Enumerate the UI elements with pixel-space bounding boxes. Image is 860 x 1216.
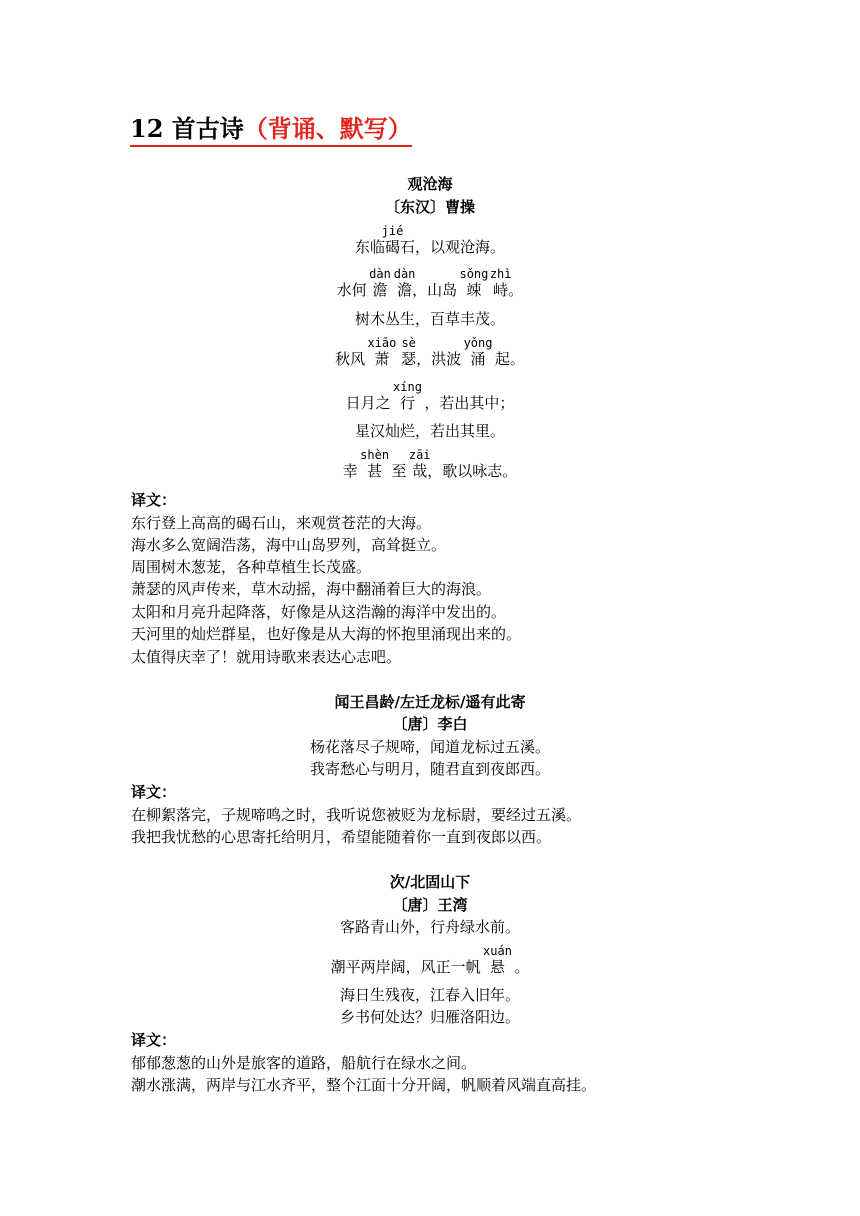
- poem-1-line-5: [0, 381, 860, 413]
- document-title: [130, 114, 412, 147]
- ruby-base: 悬: [483, 958, 512, 976]
- text-segment: ，若出其中；: [424, 394, 515, 412]
- poem-1-author: 〔东汉〕曹操: [384, 198, 475, 216]
- ruby-char: [393, 380, 422, 412]
- poem-2-line-2: 我寄愁心与明月，随君直到夜郎西。: [309, 760, 550, 778]
- pinyin: xíng: [393, 380, 422, 394]
- ruby-char: [489, 267, 512, 299]
- ruby-base: 哉: [408, 462, 431, 480]
- poem-1-line-1: [0, 225, 860, 257]
- pinyin: zhì: [489, 267, 512, 281]
- ruby-char: [369, 267, 391, 299]
- ruby-base: 碣: [381, 238, 404, 256]
- ruby-base: 行: [393, 394, 422, 412]
- text-segment: 幸: [342, 462, 358, 480]
- ruby-base: 瑟: [401, 350, 417, 368]
- ruby-char: [360, 448, 390, 480]
- pinyin: dàn: [369, 267, 391, 281]
- poem-2-translation-line: 我把我忧愁的心思寄托给明月，希望能随着你一直到夜郎以西。: [131, 828, 552, 846]
- poem-3-line-1: 客路青山外，行舟绿水前。: [339, 918, 520, 936]
- poem-1-line-6: 星汉灿烂，若出其里。: [354, 422, 505, 440]
- text-segment: ，山岛: [412, 281, 458, 299]
- ruby-base: 峙: [489, 281, 512, 299]
- pinyin: xiāo: [367, 336, 397, 350]
- poem-2-line-1: 杨花落尽子规啼，闻道龙标过五溪。: [309, 738, 550, 756]
- text-segment: 东临: [354, 238, 385, 256]
- text-segment: 。: [508, 281, 524, 299]
- poem-3-author: 〔唐〕王湾: [392, 896, 468, 914]
- poem-1-translation-line: 海水多么宽阔浩荡，海中山岛罗列，高耸挺立。: [131, 536, 447, 554]
- poem-1-translation-line: 天河里的灿烂群星，也好像是从大海的怀抱里涌现出来的。: [131, 625, 522, 643]
- ruby-char: [483, 944, 512, 976]
- poem-3-line-4: 乡书何处达？归雁洛阳边。: [339, 1008, 520, 1026]
- ruby-char: [463, 336, 493, 368]
- ruby-base: 涌: [463, 350, 493, 368]
- poem-1-translation-line: 周围树木葱茏，各种草植生长茂盛。: [131, 558, 372, 576]
- poem-1-translation-line: 萧瑟的风声传来，草木动摇，海中翻涌着巨大的海浪。: [131, 580, 492, 598]
- ruby-base: 澹: [369, 281, 391, 299]
- text-segment: 秋风: [335, 350, 366, 368]
- poem-2-title: 闻王昌龄/左迁龙标/遥有此寄: [334, 693, 526, 711]
- document-title-main: 12 首古诗: [130, 114, 244, 143]
- poem-1-title: 观沧海: [407, 175, 453, 193]
- poem-3-translation-label: 译文：: [131, 1031, 177, 1049]
- pinyin: shèn: [360, 448, 390, 462]
- text-segment: 。: [514, 958, 530, 976]
- poem-2-author: 〔唐〕李白: [392, 715, 468, 733]
- ruby-base: 澹: [393, 281, 416, 299]
- poem-1-translation-line: 东行登上高高的碣石山，来观赏苍茫的大海。: [131, 514, 432, 532]
- ruby-base: 萧: [367, 350, 397, 368]
- ruby-base: 竦: [459, 281, 489, 299]
- poem-3-translation-line: 潮水涨满，两岸与江水齐平，整个江面十分开阔，帆顺着风端直高挂。: [131, 1076, 597, 1094]
- poem-1-line-2: [0, 268, 860, 300]
- text-segment: 日月之: [345, 394, 391, 412]
- ruby-base: 甚: [360, 462, 390, 480]
- poem-1-translation-line: 太值得庆幸了！就用诗歌来表达心志吧。: [131, 648, 402, 666]
- poem-1-line-4: [0, 337, 860, 369]
- text-segment: 至: [391, 462, 407, 480]
- pinyin: dàn: [393, 267, 416, 281]
- ruby-char: [381, 224, 404, 256]
- text-segment: 水何: [336, 281, 367, 299]
- poem-3-line-3: 海日生残夜，江春入旧年。: [339, 986, 520, 1004]
- poem-1-line-3: 树木丛生，百草丰茂。: [354, 310, 505, 328]
- text-segment: 石，以观沧海。: [400, 238, 506, 256]
- poem-1-line-7: [0, 449, 860, 481]
- pinyin: jié: [381, 224, 404, 238]
- pinyin: yǒng: [463, 336, 493, 350]
- poem-3-translation-line: 郁郁葱葱的山外是旅客的道路，船航行在绿水之间。: [131, 1054, 477, 1072]
- text-segment: ，洪波: [416, 350, 462, 368]
- ruby-char: [459, 267, 489, 299]
- ruby-char: [408, 448, 431, 480]
- pinyin: zāi: [408, 448, 431, 462]
- pinyin: xuán: [483, 944, 512, 958]
- ruby-char: [401, 336, 417, 368]
- poem-1-translation-line: 太阳和月亮升起降落，好像是从这浩瀚的海洋中发出的。: [131, 603, 507, 621]
- poem-2-translation-line: 在柳絮落完，子规啼鸣之时，我听说您被贬为龙标尉，要经过五溪。: [131, 806, 582, 824]
- ruby-char: [393, 267, 416, 299]
- poem-3-title: 次/北固山下: [389, 873, 471, 891]
- text-segment: 起。: [494, 350, 525, 368]
- text-segment: 潮平两岸阔，风正一帆: [330, 958, 481, 976]
- poem-2-translation-label: 译文：: [131, 783, 177, 801]
- ruby-char: [367, 336, 397, 368]
- pinyin: sè: [401, 336, 417, 350]
- pinyin: sǒng: [459, 267, 489, 281]
- poem-3-line-2: [0, 945, 860, 977]
- document-title-sub: （背诵、默写）: [243, 114, 412, 143]
- poem-1-translation-label: 译文：: [131, 491, 177, 509]
- text-segment: ，歌以咏志。: [427, 462, 518, 480]
